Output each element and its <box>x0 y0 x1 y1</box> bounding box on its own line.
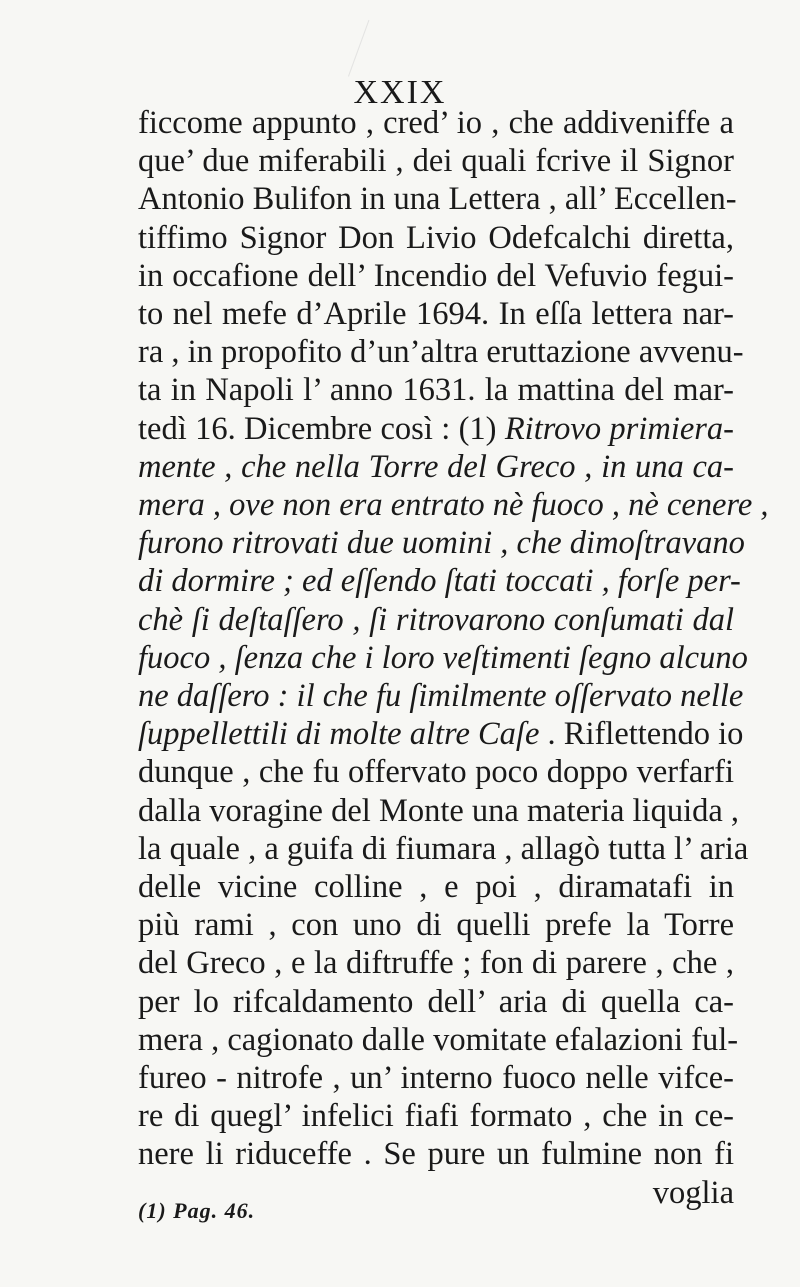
text-segment: per lo rifcaldamento dell’ aria di quella ca- <box>138 983 734 1020</box>
text-segment: re di quegl’ infelici fiafi formato , che in ce- <box>138 1098 734 1135</box>
text-line <box>138 944 734 982</box>
text-line <box>138 410 734 448</box>
text-segment: la quale , a guifa di fiumara , allagò tutta l’ aria <box>138 830 749 867</box>
text-segment: più rami , con uno di quelli prefe la Torre <box>138 907 734 944</box>
text-line <box>138 562 741 600</box>
italic-text-segment: di dormire ; ed eſſendo ſtati toccati , forſe per- <box>138 563 741 600</box>
text-line <box>138 1135 734 1173</box>
text-line <box>138 830 749 868</box>
text-segment: del Greco , e la diftruffe ; fon di parere , che , <box>138 945 734 982</box>
text-line <box>138 371 734 409</box>
text-segment: que’ due miferabili , dei quali fcrive il Signor <box>138 143 734 180</box>
page-number: XXIX <box>353 74 447 111</box>
text-line <box>138 1097 734 1135</box>
text-segment: ficcome appunto , cred’ io , che addiveniffe a <box>138 105 734 141</box>
text-line <box>138 104 734 142</box>
text-line <box>138 180 737 218</box>
text-line <box>138 677 744 715</box>
text-line <box>138 142 734 180</box>
text-segment: nere li riduceffe . Se pure un fulmine non fi <box>138 1136 734 1173</box>
italic-text-segment: chè ſi deſtaſſero , ſi ritrovarono conſumati dal <box>138 601 734 638</box>
italic-text-segment: mente , che nella Torre del Greco , in una ca- <box>138 448 734 485</box>
italic-text-segment: fuoco , ſenza che i loro veſtimenti ſegno alcuno <box>138 639 748 676</box>
text-segment: in occafione dell’ Incendio del Vefuvio fegui- <box>138 257 734 294</box>
text-segment: Antonio Bulifon in una Lettera , all’ Eccellen- <box>138 181 737 218</box>
text-line <box>138 906 734 944</box>
text-segment: dunque , che fu offervato poco doppo verfarfi <box>138 754 734 791</box>
text-segment: fureo - nitrofe , un’ interno fuoco nelle vifce- <box>138 1060 734 1097</box>
italic-text-segment: mera , ove non era entrato nè fuoco , nè cenere , <box>138 487 769 524</box>
text-line <box>138 333 744 371</box>
paper-crease <box>292 0 370 77</box>
text-line <box>138 295 734 333</box>
text-line <box>138 792 740 830</box>
italic-text-segment: Ritrovo primiera- <box>504 410 735 447</box>
text-line <box>138 219 734 257</box>
footnote: (1) Pag. 46. <box>138 1198 256 1223</box>
text-line <box>138 257 734 295</box>
text-segment: voglia <box>652 1174 734 1211</box>
text-line <box>138 524 745 562</box>
text-line <box>138 1059 734 1097</box>
text-line <box>138 983 734 1021</box>
italic-text-segment: ne daſſero : il che fu ſimilmente oſſervato nelle <box>138 678 744 715</box>
italic-text-segment: furono ritrovati due uomini , che dimoſtravano <box>138 525 745 562</box>
text-segment: tiffimo Signor Don Livio Odefcalchi diretta, <box>138 219 734 256</box>
text-line <box>138 715 744 753</box>
text-segment: delle vicine colline , e poi , diramatafi in <box>138 869 734 906</box>
text-line <box>138 868 734 906</box>
text-line <box>138 1021 739 1059</box>
text-line <box>138 601 734 639</box>
text-line <box>138 753 734 791</box>
text-segment: . Riflettendo io <box>539 716 744 753</box>
text-segment: ra , in propofito d’un’altra eruttazione avvenu- <box>138 334 744 371</box>
text-segment: tedì 16. Dicembre così : (1) <box>138 410 505 447</box>
text-segment: ta in Napoli l’ anno 1631. la mattina del mar- <box>138 372 734 409</box>
text-segment: mera , cagionato dalle vomitate efalazioni ful- <box>138 1021 739 1058</box>
italic-text-segment: ſuppellettili di molte altre Caſe <box>138 716 540 753</box>
text-segment: dalla voragine del Monte una materia liquida , <box>138 792 740 829</box>
text-line <box>138 486 769 524</box>
text-line <box>138 639 748 677</box>
body-text <box>138 104 769 1212</box>
text-line <box>138 448 734 486</box>
text-segment: to nel mefe d’Aprile 1694. In eſſa lettera nar- <box>138 296 734 333</box>
